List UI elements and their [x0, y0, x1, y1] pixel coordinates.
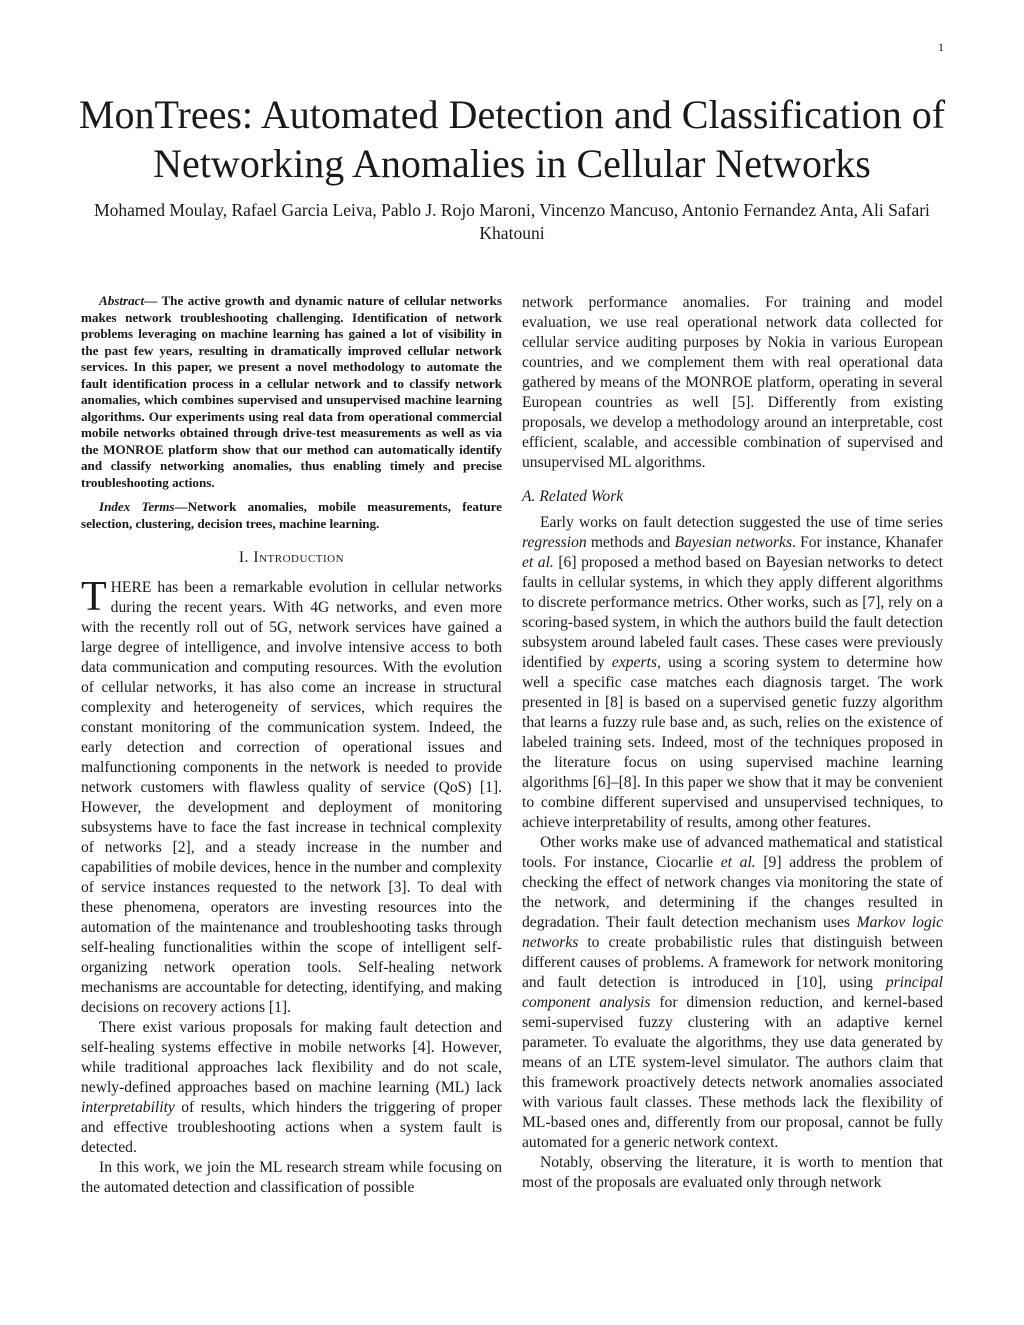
- related-work-paragraph-1: [522, 513, 943, 833]
- emphasis: et al.: [720, 854, 756, 871]
- left-column: [81, 293, 502, 1198]
- text-run: of results, which hinders the triggering of proper and effective troubleshooting actions when a system fault is detected.: [81, 1099, 502, 1156]
- text-run: Other works make use of advanced mathematical and statistical tools. For instance, Ciocarlie: [522, 834, 943, 871]
- emphasis: experts: [611, 654, 657, 671]
- emphasis: Bayesian networks: [674, 534, 793, 551]
- right-column: [522, 293, 943, 1193]
- text-run: for dimension reduction, and kernel-based semi-supervised fuzzy clustering with an adaptive kernel parameter. To evaluate the algorithms, they use data generated by means of an LTE system-level simulator. The authors claim that this framework proactively detects network anomalies associated with various fault classes. These methods lack the flexibility of ML-based ones and, differently from our proposal, cannot be fully automated for a generic network context.: [522, 994, 944, 1151]
- intro-paragraph-1: [81, 574, 502, 1018]
- text-run: . For instance, Khanafer: [792, 534, 943, 551]
- abstract-label: Abstract: [99, 293, 145, 308]
- index-terms-label: Index Terms: [99, 499, 175, 514]
- emphasis: interpretability: [81, 1099, 175, 1116]
- emphasis: et al.: [522, 554, 554, 571]
- text-run: There exist various proposals for making fault detection and self-healing systems effective in mobile networks [4]. However, while traditional approaches lack flexibility and do not scale, newly-defined approaches based on machine learning (ML) lack: [81, 1019, 502, 1096]
- text-run: , using a scoring system to determine how well a specific case matches each diagnosis target. The work presented in [8] is based on a supervised genetic fuzzy algorithm that learns a fuzzy rule base and, as such, relies on the existence of labeled training sets. Indeed, most of the techniques proposed in the literature focus on using supervised machine learning algorithms [6]–[8]. In this paper we show that it may be convenient to combine different supervised and unsupervised techniques, to achieve interpretability of results, among other features.: [522, 654, 944, 831]
- index-terms-dash: —: [174, 499, 188, 514]
- author-list: Mohamed Moulay, Rafael Garcia Leiva, Pablo J. Rojo Maroni, Vincenzo Mancuso, Antonio Fernandez Anta, Ali Safari Khatouni: [94, 200, 930, 243]
- text-run: to create probabilistic rules that distinguish between different causes of problems. A framework for network monitoring and fault detection is introduced in [10], using: [522, 934, 943, 991]
- page-number: 1: [938, 40, 944, 54]
- emphasis: regression: [522, 534, 587, 551]
- related-work-paragraph-2: [522, 833, 943, 1153]
- text-run: [9] address the problem of checking the effect of network changes via monitoring the state of the network, and determining if the changes resulted in degradation. Their fault detection mechanism uses: [522, 854, 944, 931]
- abstract-text: The active growth and dynamic nature of cellular networks makes network troubleshooting challenging. Identification of network problems leveraging on machine learning has gained a lot of visibility in the past few years, resulting in dramatically improved cellular network services. In this paper, we present a novel methodology to automate the fault identification process in a cellular network and to classify network anomalies, which combines supervised and unsupervised machine learning algorithms. Our experiments using real data from operational commercial mobile networks obtained through drive-test measurements as well as via the MONROE platform show that our method can automatically identify and classify networking anomalies, thus enabling timely and precise troubleshooting actions.: [81, 293, 502, 490]
- emphasis: Markov logic networks: [522, 914, 944, 951]
- abstract: [81, 293, 502, 491]
- paper-title: MonTrees: Automated Detection and Classification of Networking Anomalies in Cellular Networks: [78, 92, 946, 186]
- text-run: [6] proposed a method based on Bayesian networks to detect faults in cellular systems, in which they apply different algorithms to discrete performance metrics. Other works, such as [7], rely on a scoring-based system, in which the authors build the fault detection subsystem around labeled fault cases. These cases were previously identified by: [522, 554, 944, 671]
- intro-paragraph-1-text: has been a remarkable evolution in cellular networks during the recent years. With 4G networks, and even more with the recently roll out of 5G, network services have gained a large degree of intelligence, and involve intensive access to both data communication and computing resources. With the evolution of cellular networks, it has also come an increase in structural complexity and heterogeneity of services, which requires the constant monitoring of the communication system. Indeed, the early detection and correction of operational issues and malfunctioning components in the network is needed to provide network customers with flawless quality of service (QoS) [1]. However, the development and deployment of monitoring subsystems have to face the fast increase in technical complexity of networks [2], and a steady increase in the number and capabilities of mobile devices, hence in the number and complexity of service instances requested to the network [3]. To deal with these phenomena, operators are investing resources into the automation of the maintenance and troubleshooting tasks through self-healing functionalities within the scope of intelligent self-organizing network operation tools. Self-healing network mechanisms are accountable for detecting, identifying, and making decisions on recovery actions [1].: [81, 579, 502, 1016]
- drop-cap: T: [81, 574, 107, 620]
- index-terms-text: Network anomalies, mobile measurements, feature selection, clustering, decision trees, machine learning.: [81, 499, 502, 531]
- abstract-dash: —: [144, 293, 158, 308]
- continued-paragraph: network performance anomalies. For training and model evaluation, we use real operational network data collected for cellular service auditing purposes by Nokia in various European countries, and we complement them with real operational data gathered by means of the MONROE platform, operating in several European countries as well [5]. Differently from existing proposals, we develop a methodology around an interpretable, cost efficient, scalable, and accessible combination of supervised and unsupervised ML algorithms.: [522, 294, 943, 471]
- text-run: Early works on fault detection suggested the use of time series: [540, 514, 943, 531]
- text-run: methods and: [586, 534, 675, 551]
- related-work-paragraph-3: Notably, observing the literature, it is worth to mention that most of the proposals are evaluated only through network: [522, 1154, 943, 1191]
- intro-paragraph-2: [81, 1018, 502, 1158]
- section-heading-introduction: [81, 548, 502, 568]
- section-title: Introduction: [253, 549, 345, 566]
- index-terms: [81, 499, 502, 532]
- subsection-heading-related-work: A. Related Work: [522, 488, 624, 505]
- lead-in-smallcaps: HERE: [110, 579, 152, 596]
- emphasis: principal component analysis: [522, 974, 943, 1011]
- section-number: I.: [238, 549, 254, 566]
- intro-paragraph-3: In this work, we join the ML research stream while focusing on the automated detection and classification of possible: [81, 1159, 502, 1196]
